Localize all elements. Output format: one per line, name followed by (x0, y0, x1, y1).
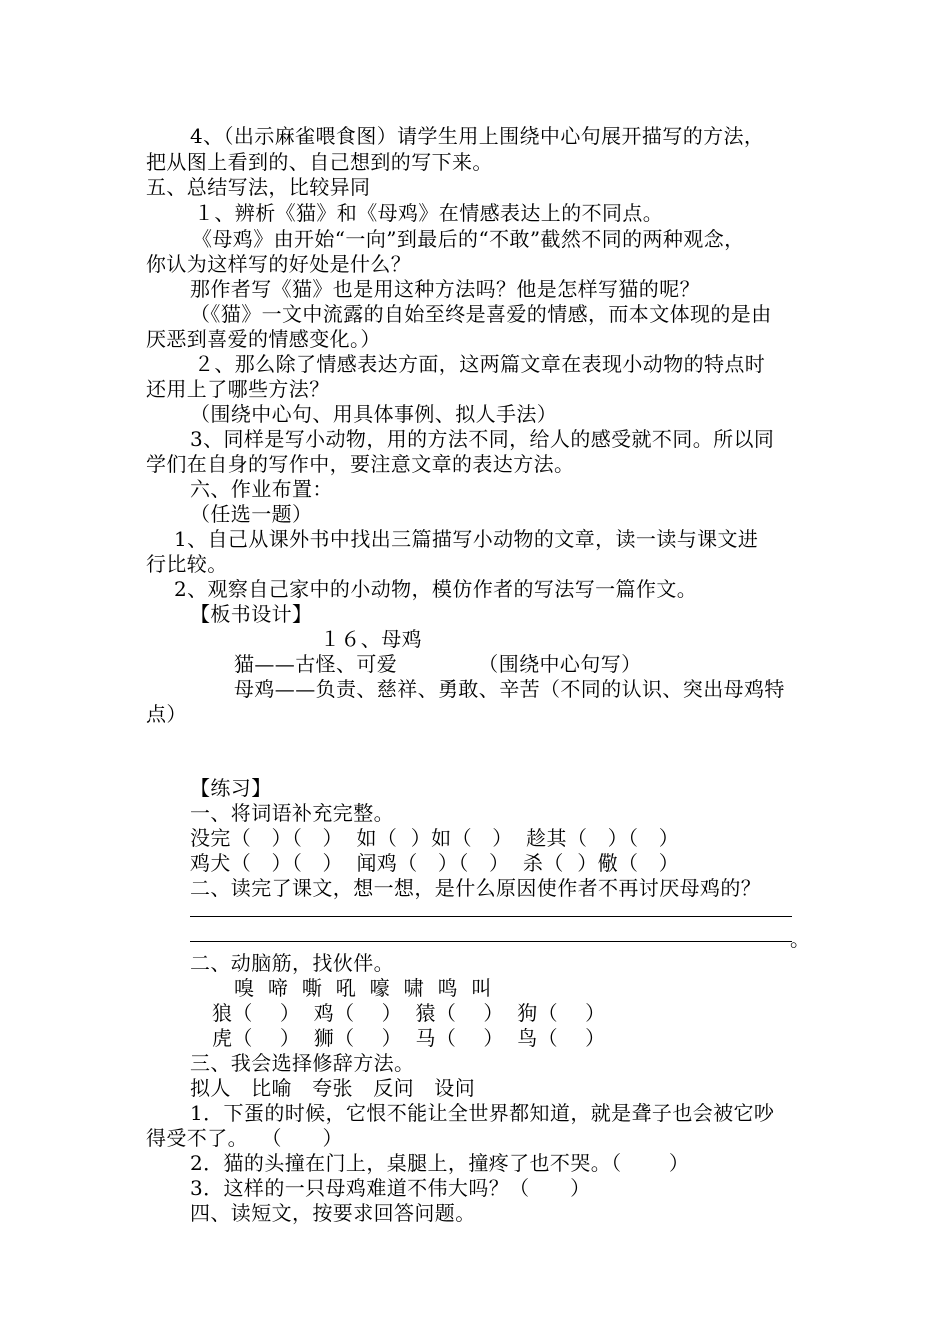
text-line: 4、（出示麻雀喂食图）请学生用上围绕中心句展开描写的方法， (190, 124, 765, 148)
match-row: 狼（ ） 鸡（ ） 猿（ ） 狗（ ） (212, 1001, 606, 1025)
board-line: 母鸡——负责、慈祥、勇敢、辛苦（不同的认识、突出母鸡特 (234, 677, 785, 701)
text-line: （围绕中心句、用具体事例、拟人手法） (190, 402, 558, 426)
question-heading: 二、读完了课文，想一想，是什么原因使作者不再讨厌母鸡的？ (190, 876, 762, 900)
question-heading: 二、动脑筋，找伙伴。 (190, 951, 394, 975)
match-row: 虎（ ） 狮（ ） 马（ ） 鸟（ ） (212, 1026, 606, 1050)
section-heading: 六、作业布置： (190, 477, 333, 501)
text-line: 1．下蛋的时候，它恨不能让全世界都知道，就是聋子也会被它吵 (190, 1101, 775, 1125)
answer-period: 。 (790, 927, 811, 951)
section-heading: 五、总结写法，比较异同 (146, 175, 371, 199)
board-design-heading: 【板书设计】 (190, 602, 313, 626)
question-heading: 一、将词语补充完整。 (190, 801, 394, 825)
text-line: （任选一题） (190, 502, 313, 526)
text-line: 还用上了哪些方法？ (146, 377, 330, 401)
text-line: 2．猫的头撞在门上，桌腿上，撞疼了也不哭。（ ） (190, 1151, 690, 1175)
text-line: 厌恶到喜爱的情感变化。） (146, 327, 381, 351)
question-heading: 四、读短文，按要求回答问题。 (190, 1201, 476, 1225)
text-line: （《猫》一文中流露的自始至终是喜爱的情感，而本文体现的是由 (190, 302, 772, 326)
text-line: 你认为这样写的好处是什么？ (146, 252, 412, 276)
text-line: ２、那么除了情感表达方面，这两篇文章在表现小动物的特点时 (194, 352, 766, 376)
text-line: 学们在自身的写作中，要注意文章的表达方法。 (146, 452, 575, 476)
idiom-fill-row: 没完（ ）（ ） 如（ ）如（ ） 趁其（ ）（ ） (190, 826, 680, 850)
exercise-heading: 【练习】 (190, 776, 272, 800)
text-line: 那作者写《猫》也是用这种方法吗？他是怎样写猫的呢？ (190, 277, 700, 301)
answer-line (190, 916, 792, 917)
text-line: 《母鸡》由开始“一向”到最后的“不敢”截然不同的两种观念， (192, 227, 745, 251)
text-line: 2、观察自己家中的小动物，模仿作者的写法写一篇作文。 (174, 577, 698, 601)
idiom-fill-row: 鸡犬（ ）（ ） 闻鸡（ ）（ ） 杀（ ）儆（ ） (190, 851, 680, 875)
text-line: 1、自己从课外书中找出三篇描写小动物的文章，读一读与课文进 (174, 527, 759, 551)
word-bank: 嗅 啼 嘶 吼 嚎 啸 鸣 叫 (234, 976, 492, 1000)
text-line: 得受不了。 （ ） (146, 1126, 343, 1150)
answer-line (190, 941, 792, 942)
board-line: 点） (146, 702, 187, 726)
board-title: １６、母鸡 (320, 627, 422, 651)
question-heading: 三、我会选择修辞方法。 (190, 1051, 415, 1075)
text-line: 行比较。 (146, 552, 228, 576)
text-line: １、辨析《猫》和《母鸡》在情感表达上的不同点。 (194, 201, 664, 225)
board-line: 猫——古怪、可爱 （围绕中心句写） (234, 652, 642, 676)
rhetoric-options: 拟人 比喻 夸张 反问 设问 (190, 1076, 476, 1100)
text-line: 3．这样的一只母鸡难道不伟大吗？（ ） (190, 1176, 591, 1200)
text-line: 3、同样是写小动物，用的方法不同，给人的感受就不同。所以同 (190, 427, 775, 451)
text-line: 把从图上看到的、自己想到的写下来。 (146, 150, 493, 174)
